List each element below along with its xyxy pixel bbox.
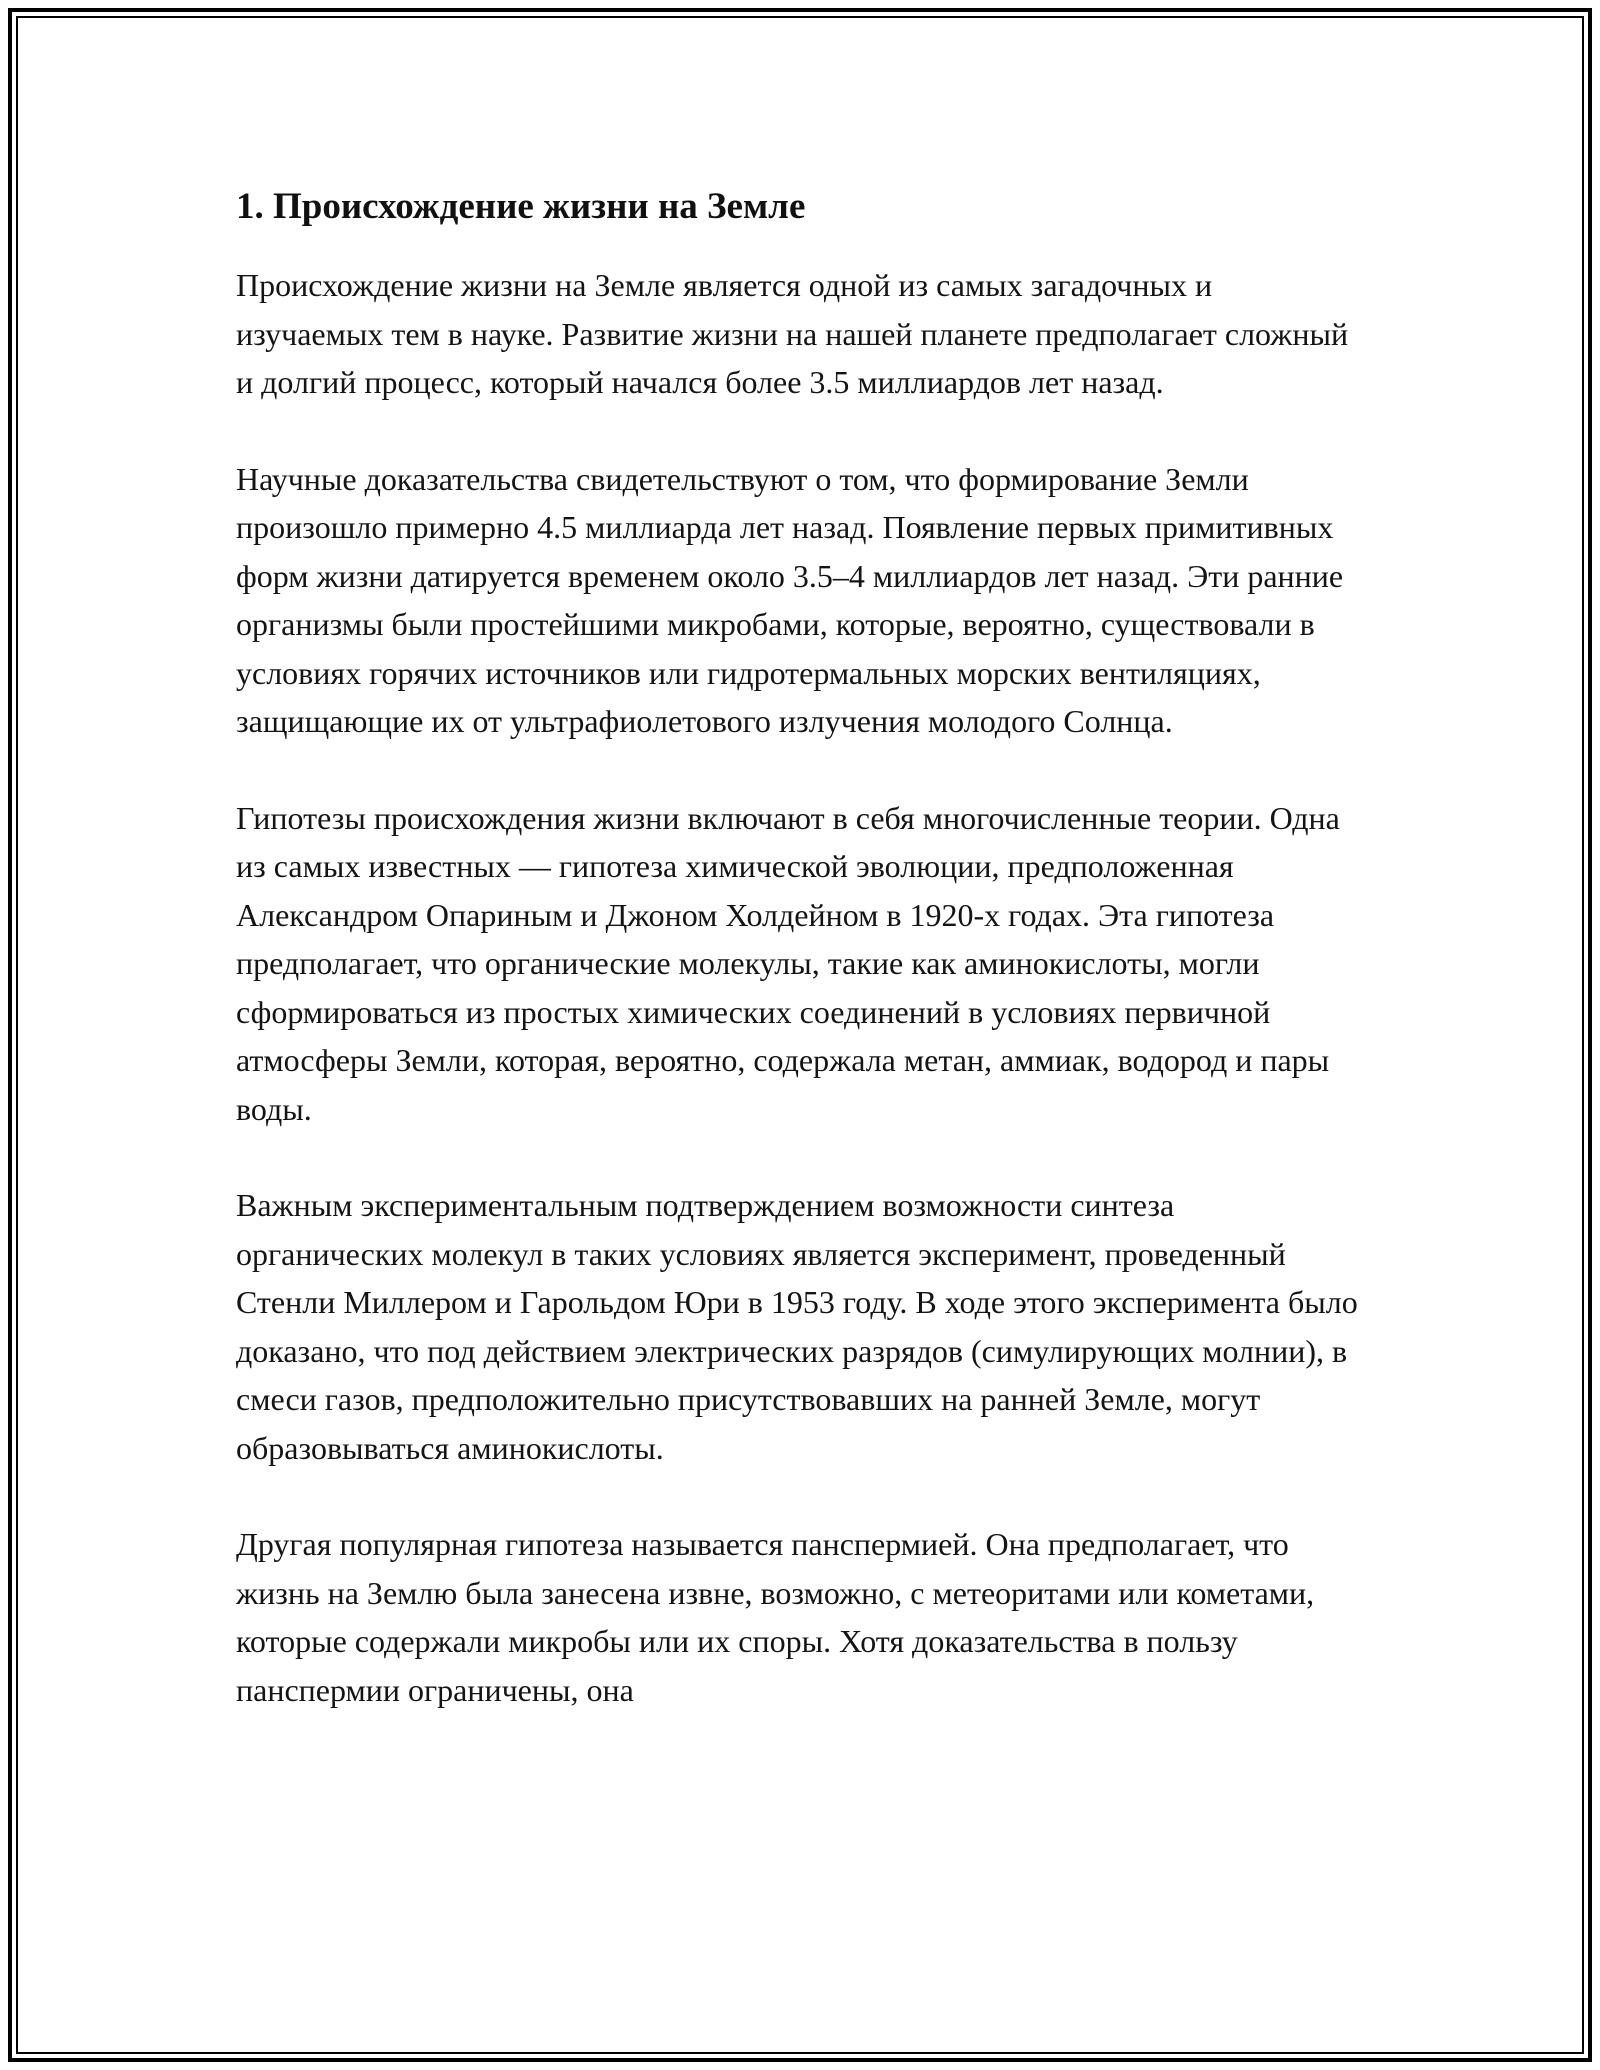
paragraph-4: Важным экспериментальным подтверждением возможности синтеза органических молекул в таких условиях является эксперимент, проведенный Стенли Миллером и Гарольдом Юри в 1953 году. В ходе этого эксперимента было доказано, что под действием электрических разрядов (симулирующих молнии), в смеси газов, предположительно присутствовавших на ранней Земле, могут образовываться аминокислоты. xyxy=(236,1187,1358,1466)
section-title: 1. Происхождение жизни на Земле xyxy=(236,186,806,227)
paragraph-5: Другая популярная гипотеза называется панспермией. Она предполагает, что жизнь на Землю была занесена извне, возможно, с метеоритами или кометами, которые содержали микробы или их споры. Хотя доказательства в пользу панспермии ограничены, она xyxy=(236,1526,1315,1708)
paragraph-1: Происхождение жизни на Земле является одной из самых загадочных и изучаемых тем в науке. Развитие жизни на нашей планете предполагает сложный и долгий процесс, который начался более 3.5 миллиардов лет назад. xyxy=(236,267,1349,400)
paragraph-2: Научные доказательства свидетельствуют о том, что формирование Земли произошло примерно 4.5 миллиарда лет назад. Появление первых примитивных форм жизни датируется временем около 3.5–4 миллиардов лет назад. Эти ранние организмы были простейшими микробами, которые, вероятно, существовали в условиях горячих источников или гидротермальных морских вентиляциях, защищающие их от ультрафиолетового излучения молодого Солнца. xyxy=(236,460,1344,739)
paragraph-3: Гипотезы происхождения жизни включают в себя многочисленные теории. Одна из самых известных — гипотеза химической эволюции, предположенная Александром Опариным и Джоном Холдейном в 1920-х годах. Эта гипотеза предполагает, что органические молекулы, такие как аминокислоты, могли сформироваться из простых химических соединений в условиях первичной атмосферы Земли, которая, вероятно, содержала метан, аммиак, водород и пары воды. xyxy=(236,799,1340,1127)
document-body xyxy=(236,185,1366,1762)
